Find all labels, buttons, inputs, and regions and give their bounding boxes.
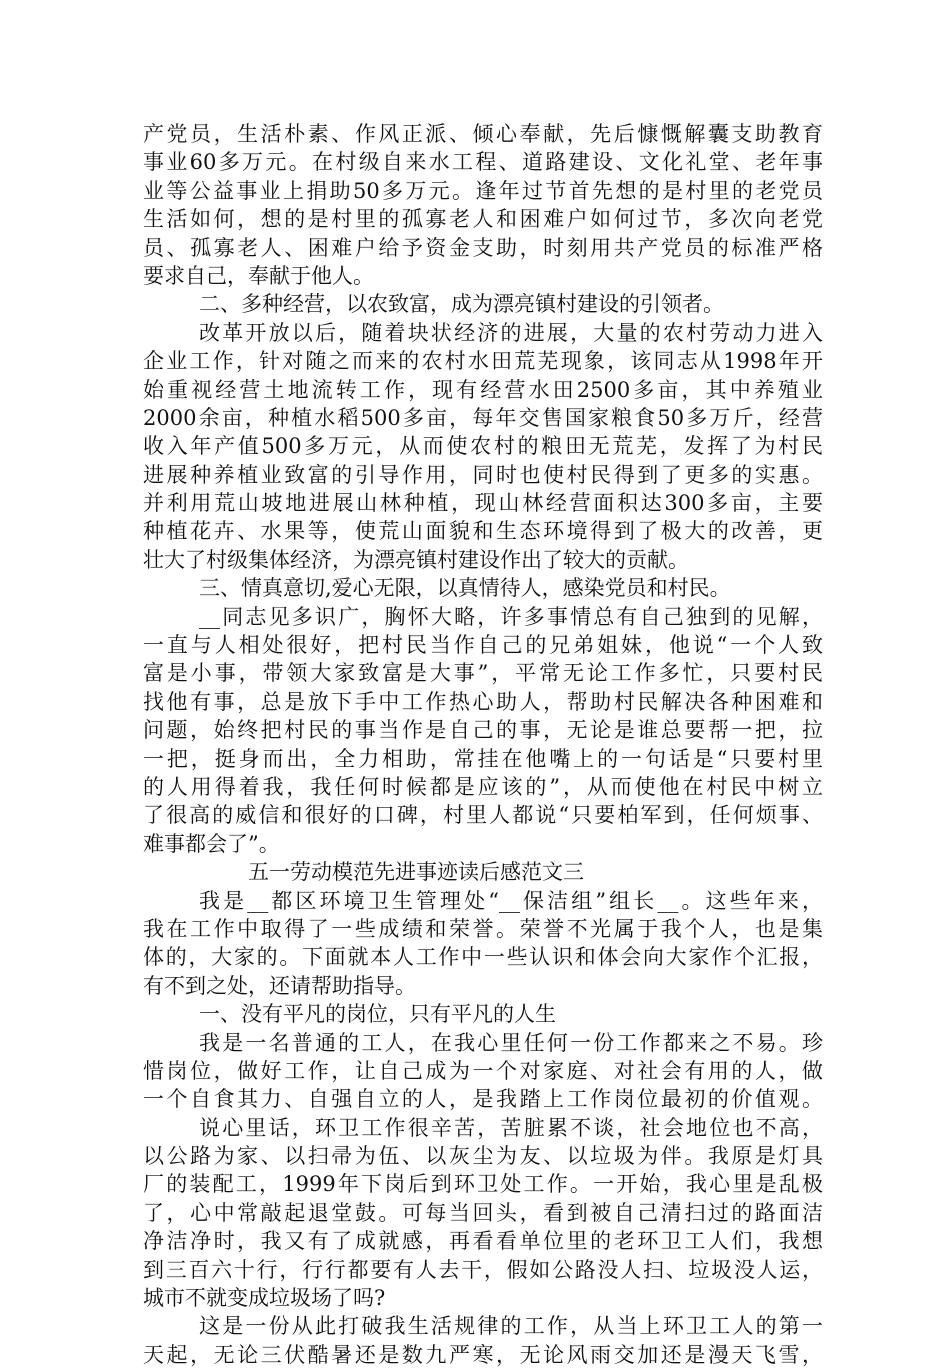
text-line: 惜岗位，做好工作，让自己成为一个对家庭、对社会有用的人，做 bbox=[143, 1058, 823, 1083]
text-line: 厂的装配工，1999年下岗后到环卫处工作。一开始，我心里是乱极 bbox=[143, 1172, 823, 1197]
text-line: 2000余亩，种植水稻500多亩，每年交售国家粮食50多万斤，经营 bbox=[143, 405, 823, 430]
text-line: 了很高的威信和很好的口碑，村里人都说“只要柏军到，任何烦事、 bbox=[143, 803, 823, 828]
text-line: 收入年产值500多万元，从而使农村的粮田无荒芜，发挥了为村民 bbox=[143, 434, 823, 459]
text-line: 我是一名普通的工人，在我心里任何一份工作都来之不易。珍 bbox=[199, 1030, 823, 1055]
text-line: 员、孤寡老人、困难户给予资金支助，时刻用共产党员的标准严格 bbox=[143, 235, 823, 260]
text-line: 产党员，生活朴素、作风正派、倾心奉献，先后慷慨解囊支助教育 bbox=[143, 122, 823, 146]
text-line: 一直与人相处很好，把村民当作自己的兄弟姐妹，他说“一个人致 bbox=[143, 633, 823, 658]
text-line: 我是__都区环境卫生管理处“__保洁组”组长__。这些年来， bbox=[199, 888, 823, 913]
text-line: 壮大了村级集体经济，为漂亮镇村建设作出了较大的贡献。 bbox=[143, 547, 689, 572]
text-line: 到三百六十行，行行都要有人去干，假如公路没人扫、垃圾没人运， bbox=[143, 1257, 823, 1282]
text-line: 种植花卉、水果等，使荒山面貌和生态环境得到了极大的改善，更 bbox=[143, 519, 823, 544]
text-line: 一把，挺身而出，全力相助，常挂在他嘴上的一句话是“只要村里 bbox=[143, 746, 823, 771]
text-line: 三、情真意切,爱心无限，以真情待人，感染党员和村民。 bbox=[199, 576, 731, 601]
text-line: 我在工作中取得了一些成绩和荣誉。荣誉不光属于我个人，也是集 bbox=[143, 916, 823, 941]
text-line: 找他有事，总是放下手中工作热心助人，帮助村民解决各种困难和 bbox=[143, 689, 823, 714]
text-line: 富是小事，带领大家致富是大事”，平常无论工作多忙，只要村民 bbox=[143, 661, 823, 686]
text-line: 并利用荒山坡地进展山林种植，现山林经营面积达300多亩，主要 bbox=[143, 491, 823, 516]
text-line: 天起，无论三伏酷暑还是数九严寒，无论风雨交加还是漫天飞雪， bbox=[143, 1342, 823, 1367]
text-line: 事业60多万元。在村级自来水工程、道路建设、文化礼堂、老年事 bbox=[143, 150, 823, 175]
text-line: 净洁净时，我又有了成就感，再看看单位里的老环卫工人们，我想 bbox=[143, 1229, 823, 1254]
text-line: 二、多种经营，以农致富，成为漂亮镇村建设的引领者。 bbox=[199, 292, 724, 317]
text-line: 始重视经营土地流转工作，现有经营水田2500多亩，其中养殖业 bbox=[143, 377, 823, 402]
text-line: 一个自食其力、自强自立的人，是我踏上工作岗位最初的价值观。 bbox=[143, 1087, 823, 1112]
text-line: 的人用得着我，我任何时候都是应该的”，从而使他在村民中树立 bbox=[143, 774, 823, 799]
text-line: 改革开放以后，随着块状经济的进展，大量的农村劳动力进入 bbox=[199, 320, 823, 345]
text-line: 问题，始终把村民的事当作是自己的事，无论是谁总要帮一把，拉 bbox=[143, 718, 823, 743]
text-line: 这是一份从此打破我生活规律的工作，从当上环卫工人的第一 bbox=[199, 1314, 823, 1339]
text-line: 体的，大家的。下面就本人工作中一些认识和体会向大家作个汇报， bbox=[143, 945, 823, 970]
text-line: 企业工作，针对随之而来的农村水田荒芜现象，该同志从1998年开 bbox=[143, 349, 823, 374]
text-line: 一、没有平凡的岗位，只有平凡的人生 bbox=[199, 1002, 556, 1027]
text-line: 以公路为家、以扫帚为伍、以灰尘为友、以垃圾为伴。我原是灯具 bbox=[143, 1144, 823, 1169]
section-title: 五一劳动模范先进事迹读后感范文三 bbox=[248, 860, 584, 885]
text-line: 进展种养植业致富的引导作用，同时也使村民得到了更多的实惠。 bbox=[143, 462, 823, 487]
text-line: 说心里话，环卫工作很辛苦，苦脏累不谈，社会地位也不高， bbox=[199, 1115, 823, 1140]
text-line: 业等公益事业上捐助50多万元。逢年过节首先想的是村里的老党员 bbox=[143, 178, 823, 203]
text-line: 要求自己，奉献于他人。 bbox=[143, 263, 374, 288]
text-line: 难事都会了”。 bbox=[143, 831, 280, 856]
text-line: 有不到之处，还请帮助指导。 bbox=[143, 973, 416, 998]
text-line: 了，心中常敲起退堂鼓。可每当回头，看到被自己清扫过的路面洁 bbox=[143, 1200, 823, 1225]
text-line: 城市不就变成垃圾场了吗? bbox=[143, 1286, 386, 1311]
document-page bbox=[143, 120, 823, 1369]
text-line: __同志见多识广，胸怀大略，许多事情总有自己独到的见解， bbox=[199, 604, 823, 629]
text-line: 生活如何，想的是村里的孤寡老人和困难户如何过节，多次向老党 bbox=[143, 207, 823, 232]
